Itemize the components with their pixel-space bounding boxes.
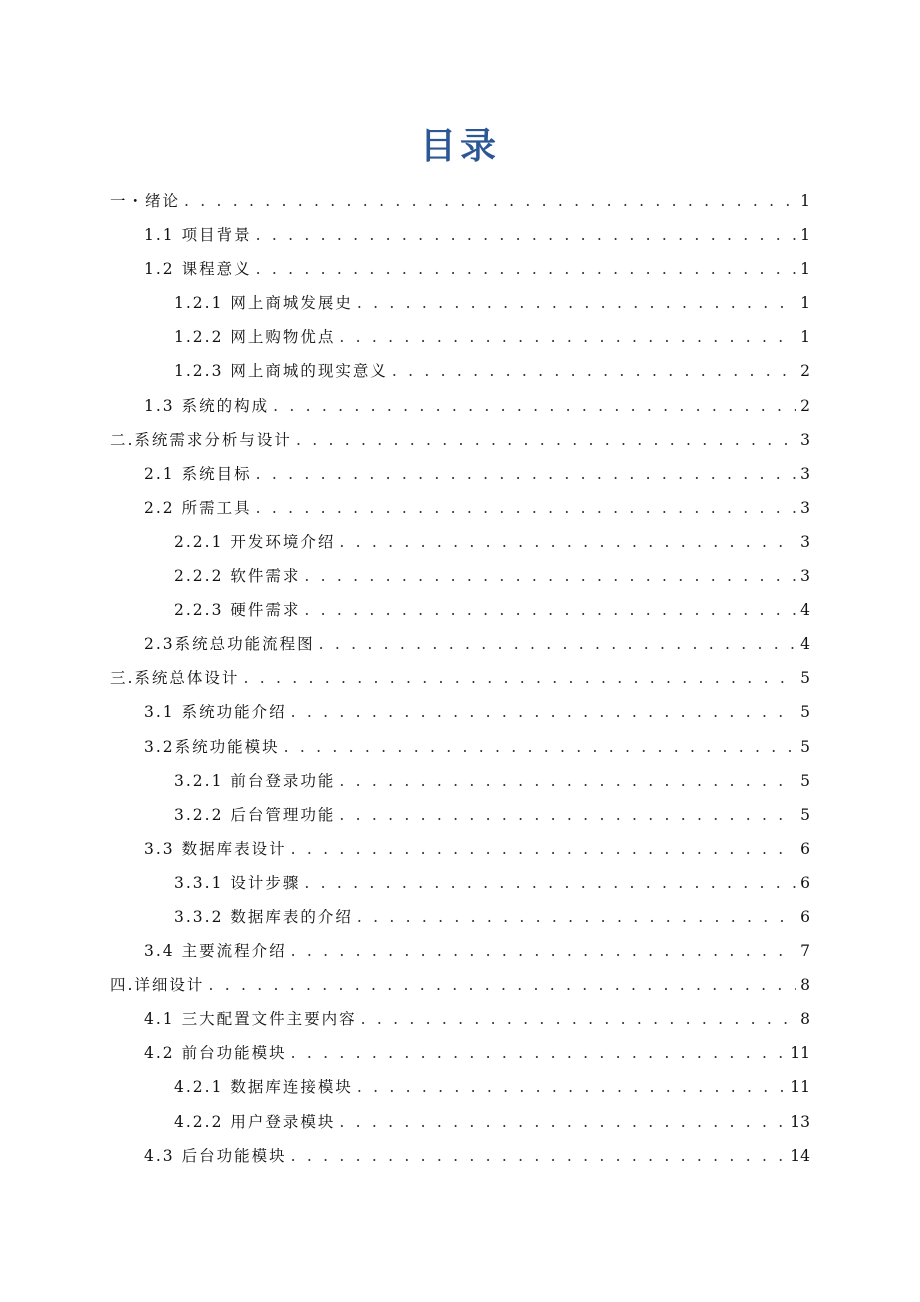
toc-entry[interactable] [110, 1007, 810, 1041]
toc-entry-page-number: 1 [800, 328, 810, 347]
toc-entry[interactable] [110, 223, 810, 257]
toc-entry[interactable] [110, 803, 810, 837]
toc-entry-page-number: 6 [800, 839, 810, 858]
toc-entry[interactable] [110, 769, 810, 803]
toc-entry-label: 1.3 系统的构成 [144, 396, 270, 415]
toc-dot-leader [291, 1147, 787, 1165]
toc-entry[interactable] [110, 189, 810, 223]
toc-entry[interactable] [110, 1144, 810, 1178]
toc-entry-label: 4.3 后台功能模块 [144, 1146, 287, 1165]
toc-entry-page-number: 5 [800, 737, 810, 756]
toc-dot-leader [291, 703, 797, 721]
toc-entry-label: 二.系统需求分析与设计 [110, 430, 292, 449]
toc-entry-page-number: 8 [800, 1010, 810, 1029]
toc-entry[interactable] [110, 632, 810, 666]
toc-entry-page-number: 4 [800, 635, 810, 654]
toc-entry[interactable] [110, 359, 810, 393]
toc-entry[interactable] [110, 666, 810, 700]
toc-entry-label: 3.2.1 前台登录功能 [174, 771, 336, 790]
toc-entry[interactable] [110, 837, 810, 871]
toc-entry-label: 2.2.3 硬件需求 [174, 601, 301, 620]
toc-dot-leader [339, 1113, 786, 1131]
toc-entry-label: 3.2.2 后台管理功能 [174, 805, 336, 824]
toc-entry[interactable] [110, 1110, 810, 1144]
toc-entry-page-number: 11 [790, 1044, 810, 1063]
toc-entry-label: 4.2.2 用户登录模块 [174, 1112, 336, 1131]
toc-dot-leader [361, 1010, 797, 1028]
toc-entry-page-number: 11 [790, 1078, 810, 1097]
toc-entry-label: 3.3.1 设计步骤 [174, 873, 301, 892]
toc-entry-label: 2.2 所需工具 [144, 498, 252, 517]
toc-entry[interactable] [110, 939, 810, 973]
toc-entry-page-number: 1 [800, 192, 810, 210]
toc-entry[interactable] [110, 257, 810, 291]
toc-entry-page-number: 5 [800, 805, 810, 824]
table-of-contents [110, 189, 810, 1178]
toc-entry[interactable] [110, 564, 810, 598]
toc-dot-leader [304, 874, 796, 892]
toc-entry[interactable] [110, 871, 810, 905]
toc-entry-page-number: 8 [800, 976, 810, 995]
toc-entry[interactable] [110, 973, 810, 1007]
toc-entry[interactable] [110, 1041, 810, 1075]
toc-dot-leader [291, 942, 797, 960]
toc-entry-label: 4.2.1 数据库连接模块 [174, 1078, 353, 1097]
toc-entry-label: 4.2 前台功能模块 [144, 1044, 287, 1063]
toc-entry[interactable] [110, 598, 810, 632]
toc-dot-leader [339, 328, 796, 346]
toc-dot-leader [184, 192, 796, 210]
toc-entry-page-number: 1 [800, 294, 810, 313]
toc-entry-page-number: 3 [800, 532, 810, 551]
toc-entry[interactable] [110, 496, 810, 530]
toc-entry-page-number: 14 [790, 1146, 810, 1165]
toc-dot-leader [208, 976, 796, 994]
toc-entry-label: 3.4 主要流程介绍 [144, 942, 287, 961]
toc-entry-label: 3.3 数据库表设计 [144, 839, 287, 858]
toc-entry-page-number: 3 [800, 498, 810, 517]
toc-dot-leader [256, 499, 797, 517]
toc-entry-label: 1.1 项目背景 [144, 226, 252, 245]
toc-dot-leader [291, 1044, 787, 1062]
toc-entry-label: 1.2.2 网上购物优点 [174, 328, 336, 347]
toc-entry-label: 1.2.3 网上商城的现实意义 [174, 362, 388, 381]
toc-entry-page-number: 13 [790, 1112, 810, 1131]
toc-entry-label: 一・绪论 [110, 192, 181, 210]
toc-dot-leader [291, 840, 797, 858]
toc-entry-label: 1.2 课程意义 [144, 260, 252, 279]
toc-dot-leader [339, 772, 796, 790]
toc-dot-leader [357, 294, 796, 312]
toc-entry-page-number: 5 [800, 669, 810, 688]
toc-dot-leader [392, 362, 796, 380]
toc-dot-leader [243, 669, 796, 687]
toc-entry[interactable] [110, 905, 810, 939]
toc-entry-page-number: 3 [800, 464, 810, 483]
toc-entry-page-number: 6 [800, 873, 810, 892]
toc-entry-page-number: 2 [800, 396, 810, 415]
toc-entry-page-number: 3 [800, 567, 810, 586]
toc-entry-page-number: 3 [800, 430, 810, 449]
toc-entry[interactable] [110, 735, 810, 769]
toc-entry-label: 2.2.2 软件需求 [174, 567, 301, 586]
toc-entry-page-number: 1 [800, 226, 810, 245]
toc-dot-leader [256, 226, 797, 244]
toc-dot-leader [357, 1078, 786, 1096]
toc-entry-label: 3.2系统功能模块 [144, 737, 280, 756]
toc-entry-page-number: 2 [800, 362, 810, 381]
toc-entry[interactable] [110, 325, 810, 359]
toc-entry[interactable] [110, 394, 810, 428]
toc-entry-page-number: 7 [800, 942, 810, 961]
toc-dot-leader [256, 260, 797, 278]
toc-entry[interactable] [110, 530, 810, 564]
toc-dot-leader [296, 431, 796, 449]
page-title: 目录 [419, 125, 500, 167]
toc-dot-leader [357, 908, 796, 926]
toc-entry-page-number: 5 [800, 703, 810, 722]
toc-entry[interactable] [110, 1075, 810, 1109]
toc-entry[interactable] [110, 428, 810, 462]
toc-dot-leader [339, 533, 796, 551]
toc-entry-label: 2.1 系统目标 [144, 464, 252, 483]
toc-entry-label: 1.2.1 网上商城发展史 [174, 294, 353, 313]
toc-dot-leader [304, 601, 796, 619]
toc-entry-page-number: 5 [800, 771, 810, 790]
toc-entry[interactable] [110, 291, 810, 325]
toc-entry-page-number: 4 [800, 601, 810, 620]
toc-entry-page-number: 6 [800, 907, 810, 926]
toc-dot-leader [256, 465, 797, 483]
toc-entry-label: 四.详细设计 [110, 976, 205, 995]
toc-entry-label: 2.3系统总功能流程图 [144, 635, 315, 654]
toc-entry-label: 三.系统总体设计 [110, 669, 240, 688]
toc-dot-leader [284, 738, 796, 756]
toc-dot-leader [339, 806, 796, 824]
toc-entry-label: 4.1 三大配置文件主要内容 [144, 1010, 357, 1029]
toc-dot-leader [273, 397, 796, 415]
toc-entry[interactable] [110, 700, 810, 734]
toc-dot-leader [319, 635, 796, 653]
toc-dot-leader [304, 567, 796, 585]
toc-entry-label: 3.3.2 数据库表的介绍 [174, 907, 353, 926]
toc-entry-page-number: 1 [800, 260, 810, 279]
toc-entry[interactable] [110, 462, 810, 496]
toc-entry-label: 2.2.1 开发环境介绍 [174, 532, 336, 551]
toc-entry-label: 3.1 系统功能介绍 [144, 703, 287, 722]
